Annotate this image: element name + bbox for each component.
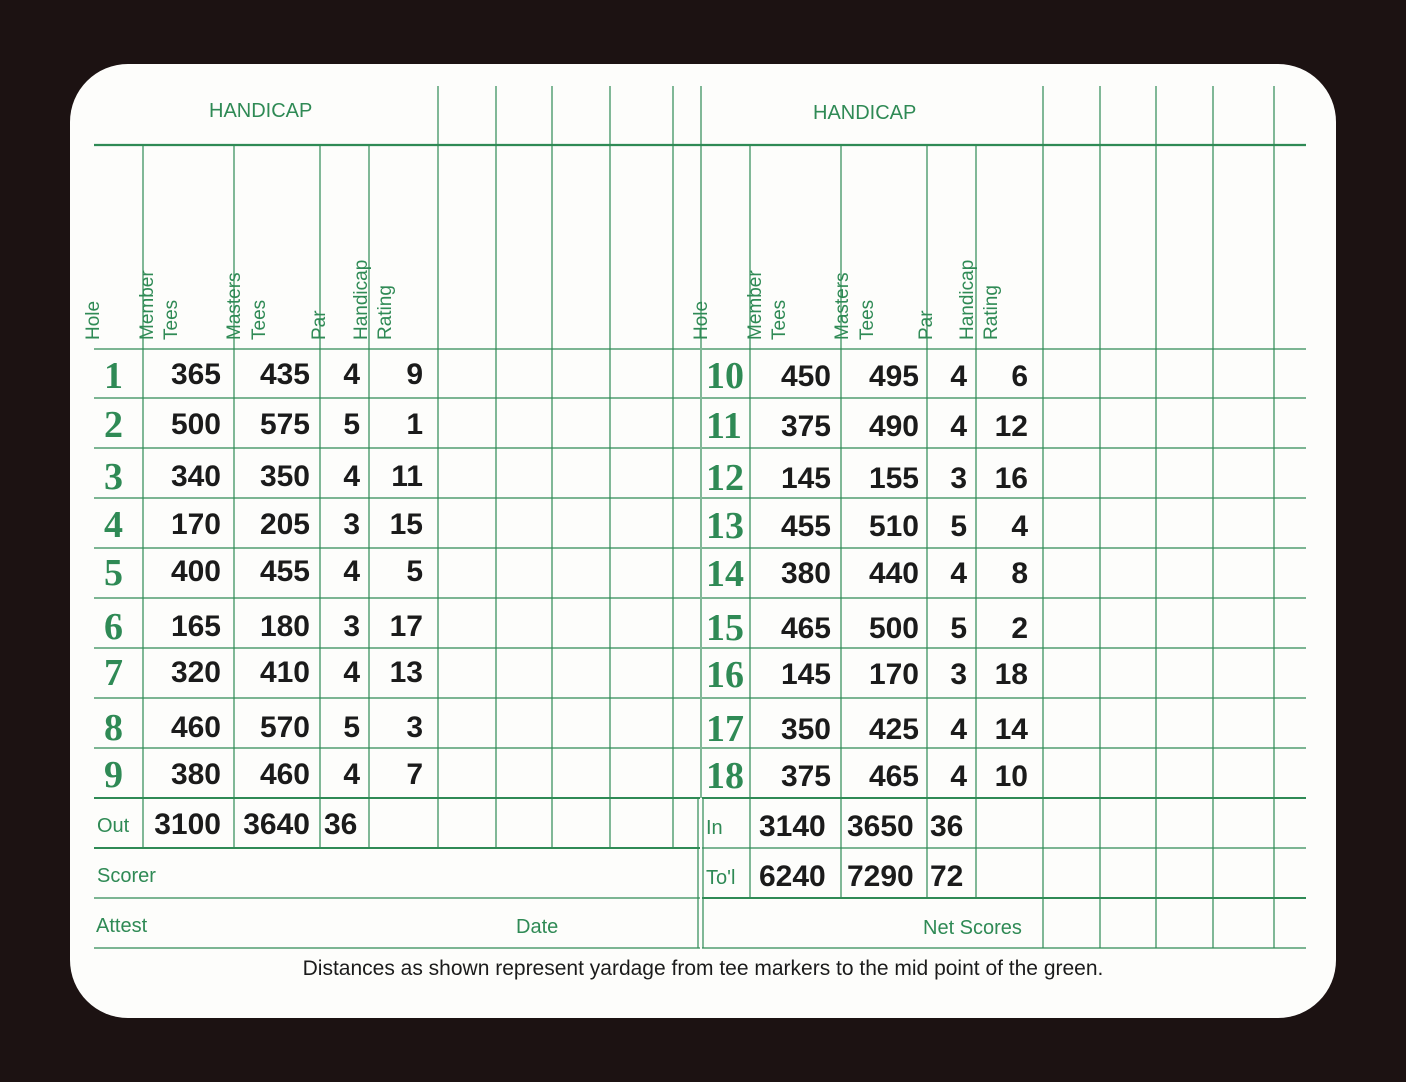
masters-yardage: 490 [868, 410, 919, 443]
masters-yardage: 205 [259, 508, 310, 541]
hole-number: 11 [706, 405, 742, 447]
header-member-tees-line2: Tees [769, 299, 790, 340]
hole-number: 12 [706, 457, 744, 499]
par-value: 4 [950, 360, 967, 393]
in-masters-total: 3650 [847, 810, 914, 843]
par-value: 3 [343, 610, 360, 643]
member-yardage: 145 [780, 658, 831, 691]
header-par: Par [916, 310, 937, 340]
par-value: 5 [343, 711, 360, 744]
member-yardage: 340 [170, 460, 221, 493]
header-handicap-rating-line2: Rating [375, 285, 396, 340]
hole-number: 8 [104, 707, 123, 749]
handicap-rating-value: 16 [994, 462, 1028, 495]
header-hole: Hole [691, 300, 712, 340]
par-value: 4 [950, 410, 967, 443]
header-masters-tees-line1: Masters [224, 272, 245, 340]
member-yardage: 350 [780, 713, 831, 746]
header-par: Par [309, 310, 330, 340]
hole-number: 10 [706, 355, 744, 397]
par-value: 4 [343, 555, 360, 588]
member-yardage: 365 [170, 358, 221, 391]
par-value: 3 [950, 658, 967, 691]
hole-number: 7 [104, 652, 123, 694]
hole-number: 9 [104, 754, 123, 796]
hole-number: 2 [104, 404, 123, 446]
hole-number: 15 [706, 607, 744, 649]
header-member-tees-line1: Member [745, 270, 766, 340]
member-yardage: 165 [170, 610, 221, 643]
member-yardage: 465 [780, 612, 831, 645]
par-value: 5 [950, 510, 967, 543]
member-yardage: 500 [170, 408, 221, 441]
scorer-label: Scorer [97, 865, 156, 887]
par-value: 4 [950, 760, 967, 793]
par-value: 5 [343, 408, 360, 441]
header-masters-tees-line2: Tees [249, 299, 270, 340]
header-member-tees-line2: Tees [161, 299, 182, 340]
hole-number: 13 [706, 505, 744, 547]
net-scores-label: Net Scores [923, 917, 1022, 939]
masters-yardage: 465 [868, 760, 919, 793]
grand-par-total: 72 [930, 860, 964, 893]
member-yardage: 380 [170, 758, 221, 791]
handicap-rating-value: 17 [389, 610, 423, 643]
masters-yardage: 570 [259, 711, 310, 744]
masters-yardage: 510 [868, 510, 919, 543]
member-yardage: 380 [780, 557, 831, 590]
out-label: Out [97, 815, 130, 837]
grand-masters-total: 7290 [847, 860, 914, 893]
hole-number: 4 [104, 504, 123, 546]
in-label: In [706, 817, 723, 839]
header-handicap-rating-line2: Rating [981, 285, 1002, 340]
handicap-rating-value: 14 [994, 713, 1028, 746]
member-yardage: 320 [170, 656, 221, 689]
header-masters-tees-line1: Masters [832, 272, 853, 340]
handicap-rating-value: 9 [406, 358, 423, 391]
par-value: 3 [343, 508, 360, 541]
handicap-rating-value: 1 [406, 408, 423, 441]
masters-yardage: 410 [259, 656, 310, 689]
masters-yardage: 180 [259, 610, 310, 643]
handicap-rating-value: 15 [389, 508, 423, 541]
handicap-rating-value: 18 [994, 658, 1028, 691]
header-member-tees-line1: Member [137, 270, 158, 340]
par-value: 4 [343, 758, 360, 791]
out-par-total: 36 [324, 808, 358, 841]
hole-number: 3 [104, 456, 123, 498]
masters-yardage: 440 [868, 557, 919, 590]
handicap-title-back: HANDICAP [813, 102, 917, 124]
date-label: Date [516, 916, 559, 938]
handicap-rating-value: 6 [1011, 360, 1028, 393]
grand-member-total: 6240 [759, 860, 826, 893]
member-yardage: 170 [170, 508, 221, 541]
par-value: 5 [950, 612, 967, 645]
out-masters-total: 3640 [243, 808, 310, 841]
masters-yardage: 460 [259, 758, 310, 791]
header-handicap-rating-line1: Handicap [957, 259, 978, 340]
footer-note: Distances as shown represent yardage from tee markers to the mid point of the green. [302, 957, 1104, 980]
par-value: 4 [343, 358, 360, 391]
hole-number: 14 [706, 553, 744, 595]
member-yardage: 400 [170, 555, 221, 588]
total-label: To'l [706, 867, 736, 889]
hole-number: 1 [104, 355, 123, 397]
hole-number: 5 [104, 552, 123, 594]
par-value: 4 [950, 557, 967, 590]
out-member-total: 3100 [154, 808, 221, 841]
handicap-rating-value: 4 [1011, 510, 1028, 543]
masters-yardage: 500 [868, 612, 919, 645]
masters-yardage: 495 [868, 360, 919, 393]
handicap-title-front: HANDICAP [209, 100, 313, 122]
masters-yardage: 425 [868, 713, 919, 746]
handicap-rating-value: 13 [389, 656, 423, 689]
par-value: 3 [950, 462, 967, 495]
handicap-rating-value: 10 [994, 760, 1028, 793]
member-yardage: 375 [780, 760, 831, 793]
member-yardage: 375 [780, 410, 831, 443]
masters-yardage: 575 [259, 408, 310, 441]
par-value: 4 [343, 460, 360, 493]
par-value: 4 [950, 713, 967, 746]
handicap-rating-value: 2 [1011, 612, 1028, 645]
masters-yardage: 435 [259, 358, 310, 391]
hole-number: 17 [706, 708, 744, 750]
handicap-rating-value: 11 [391, 460, 423, 493]
hole-number: 16 [706, 654, 744, 696]
handicap-rating-value: 8 [1011, 557, 1028, 590]
in-par-total: 36 [930, 810, 964, 843]
hole-number: 18 [706, 755, 744, 797]
attest-label: Attest [96, 915, 148, 937]
member-yardage: 460 [170, 711, 221, 744]
masters-yardage: 350 [259, 460, 310, 493]
masters-yardage: 455 [259, 555, 310, 588]
member-yardage: 455 [780, 510, 831, 543]
masters-yardage: 170 [868, 658, 919, 691]
handicap-rating-value: 5 [406, 555, 423, 588]
member-yardage: 450 [780, 360, 831, 393]
hole-number: 6 [104, 606, 123, 648]
par-value: 4 [343, 656, 360, 689]
scorecard [70, 64, 1336, 1018]
header-handicap-rating-line1: Handicap [351, 259, 372, 340]
scorecard-grid [70, 64, 1336, 1018]
member-yardage: 145 [780, 462, 831, 495]
handicap-rating-value: 12 [994, 410, 1028, 443]
handicap-rating-value: 3 [406, 711, 423, 744]
masters-yardage: 155 [868, 462, 919, 495]
handicap-rating-value: 7 [406, 758, 423, 791]
header-masters-tees-line2: Tees [857, 299, 878, 340]
in-member-total: 3140 [759, 810, 826, 843]
header-hole: Hole [83, 300, 104, 340]
